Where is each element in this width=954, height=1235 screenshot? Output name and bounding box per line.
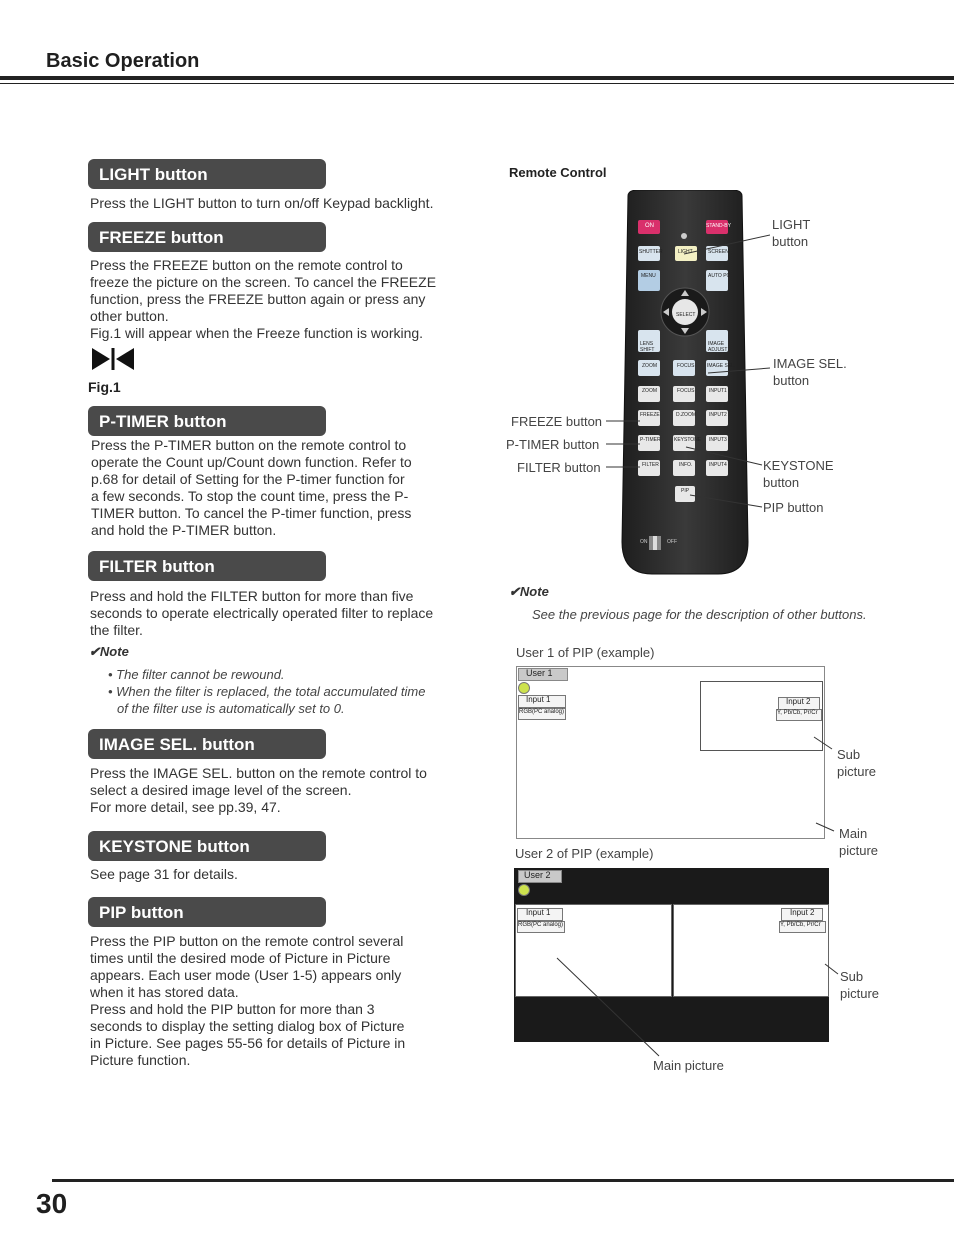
remote-key-input2: INPUT2 — [709, 412, 727, 418]
pip2-sub-src: Y, Pb/Cb, Pr/Cr — [780, 922, 821, 928]
callout-imagesel: IMAGE SEL. button — [773, 356, 847, 388]
remote-key-zoom-up: ZOOM — [642, 363, 657, 369]
pip1-main-input: Input 1 — [526, 695, 551, 704]
freeze-icon — [90, 346, 136, 372]
remote-key-image: IMAGE ADJUST — [708, 341, 728, 353]
section-title-keystone: KEYSTONE button — [88, 831, 326, 861]
remote-switch-off: OFF — [667, 539, 677, 545]
pip1-main-label: Main picture — [839, 826, 879, 858]
remote-key-focus-down: FOCUS — [677, 388, 695, 394]
pip1-callout-lines — [810, 735, 840, 835]
callout-light: LIGHT button — [772, 217, 811, 249]
section-title-pip: PIP button — [88, 897, 326, 927]
remote-key-info: INFO. — [679, 462, 693, 468]
remote-key-filter: FILTER — [642, 462, 659, 468]
filter-note-item: • When the filter is replaced, the total accumulated time — [108, 684, 426, 699]
section-text-imagesel: Press the IMAGE SEL. button on the remote control to select a desired image level of the screen. For more detail, see pp.39, 47. — [90, 765, 427, 815]
pip2-main-src: RGB(PC analog) — [518, 922, 564, 928]
section-title-ptimer: P-TIMER button — [88, 406, 326, 436]
section-title-light: LIGHT button — [88, 159, 326, 189]
section-text-pip: Press the PIP button on the remote control several times until the desired mode of Picture in Picture appears. Each user mode (User 1-5) appears only when it has stored data. Press and hold the PIP button for more than 3 seconds to display the setting dialog box of Picture in Picture. See pages 55-56 for details of Picture in Picture function. — [90, 933, 406, 1068]
remote-key-input3: INPUT3 — [709, 437, 727, 443]
section-text-freeze: Press the FREEZE button on the remote control to freeze the picture on the screen. To cancel the FREEZE function, press the FREEZE button again or press any other button. Fig.1 will appear when the Freeze function is working. — [90, 257, 437, 341]
remote-key-pip: PIP — [681, 488, 690, 494]
remote-key-freeze: FREEZE — [640, 412, 660, 418]
remote-note-head: ✔Note — [509, 584, 549, 599]
pip2-callout-lines — [550, 950, 845, 1060]
remote-callout-lines — [600, 225, 770, 525]
page-header-title: Basic Operation — [46, 50, 200, 72]
filter-note-head-label: Note — [99, 644, 129, 659]
section-title-freeze: FREEZE button — [88, 222, 326, 252]
remote-key-focus-up: FOCUS — [677, 363, 695, 369]
remote-note-head-label: Note — [519, 584, 549, 599]
pip2-main-label: Main picture — [653, 1058, 724, 1073]
callout-ptimer: P-TIMER button — [506, 437, 600, 452]
remote-key-dzoom: D.ZOOM — [676, 412, 696, 418]
section-text-light: Press the LIGHT button to turn on/off Keypad backlight. — [90, 195, 434, 211]
section-title-filter: FILTER button — [88, 551, 326, 581]
pip1-user-tag: User 1 — [526, 668, 553, 678]
pip2-caption: User 2 of PIP (example) — [515, 846, 654, 861]
page-number: 30 — [36, 1188, 68, 1219]
remote-key-input1: INPUT1 — [709, 388, 727, 394]
pip2-user-tag: User 2 — [524, 870, 551, 880]
remote-note-text: See the previous page for the description of other buttons. — [532, 607, 867, 622]
pip2-sub-label: Sub picture — [840, 969, 880, 1001]
remote-key-menu: MENU — [641, 273, 656, 279]
remote-key-keystone: KEYSTONE — [674, 437, 702, 443]
pip2-sub-input: Input 2 — [790, 908, 815, 917]
remote-key-on: ON — [645, 223, 654, 229]
remote-key-ptimer: P-TIMER — [640, 437, 661, 443]
pip1-main-src: RGB(PC analog) — [519, 709, 565, 715]
callout-keystone: KEYSTONE button — [763, 458, 834, 490]
remote-key-autopc: AUTO PC — [708, 273, 731, 279]
section-text-ptimer: Press the P-TIMER button on the remote control to operate the Count up/Count down function. Refer to p.68 for detail of Setting for the P-timer function for a few seconds. To stop the count time, press the P- TIMER button. To cancel the P-timer function, press and hold the P-TIMER button. — [91, 437, 412, 538]
remote-key-select: SELECT — [676, 312, 696, 318]
section-text-filter: Press and hold the FILTER button for more than five seconds to operate electrically operated filter to replace the filter. — [90, 588, 434, 638]
pip1-sub-label: Sub picture — [837, 747, 877, 779]
remote-key-zoom-down: ZOOM — [642, 388, 657, 394]
callout-pip: PIP button — [763, 500, 824, 515]
remote-key-lens: LENS SHIFT — [640, 341, 655, 353]
filter-note-item: of the filter use is automatically set to 0. — [117, 701, 345, 716]
remote-control-title: Remote Control — [509, 165, 607, 180]
remote-key-standby: STAND-BY — [706, 223, 731, 229]
section-text-keystone: See page 31 for details. — [90, 866, 238, 882]
remote-key-shutter: SHUTTER — [639, 249, 663, 255]
pip1-caption: User 1 of PIP (example) — [516, 645, 655, 660]
pip1-sub-input: Input 2 — [786, 697, 811, 706]
header-rule — [0, 76, 954, 80]
remote-key-input4: INPUT4 — [709, 462, 727, 468]
remote-key-screen: SCREEN — [708, 249, 729, 255]
footer-rule — [52, 1179, 954, 1182]
filter-note-item: • The filter cannot be rewound. — [108, 667, 285, 682]
bulb-icon — [518, 884, 530, 896]
callout-filter: FILTER button — [517, 460, 601, 475]
filter-note-head: ✔Note — [89, 644, 129, 659]
callout-freeze: FREEZE button — [511, 414, 603, 429]
section-title-imagesel: IMAGE SEL. button — [88, 729, 326, 759]
header-rule-thin — [0, 83, 954, 84]
remote-switch-on: ON — [640, 539, 648, 545]
bulb-icon — [518, 682, 530, 694]
remote-key-imagesel: IMAGE SEL. — [707, 363, 736, 369]
pip1-sub-src: Y, Pb/Cb, Pr/Cr — [777, 710, 818, 716]
pip2-main-input: Input 1 — [526, 908, 551, 917]
remote-key-light: LIGHT — [678, 249, 693, 255]
fig-label: Fig.1 — [88, 379, 121, 395]
